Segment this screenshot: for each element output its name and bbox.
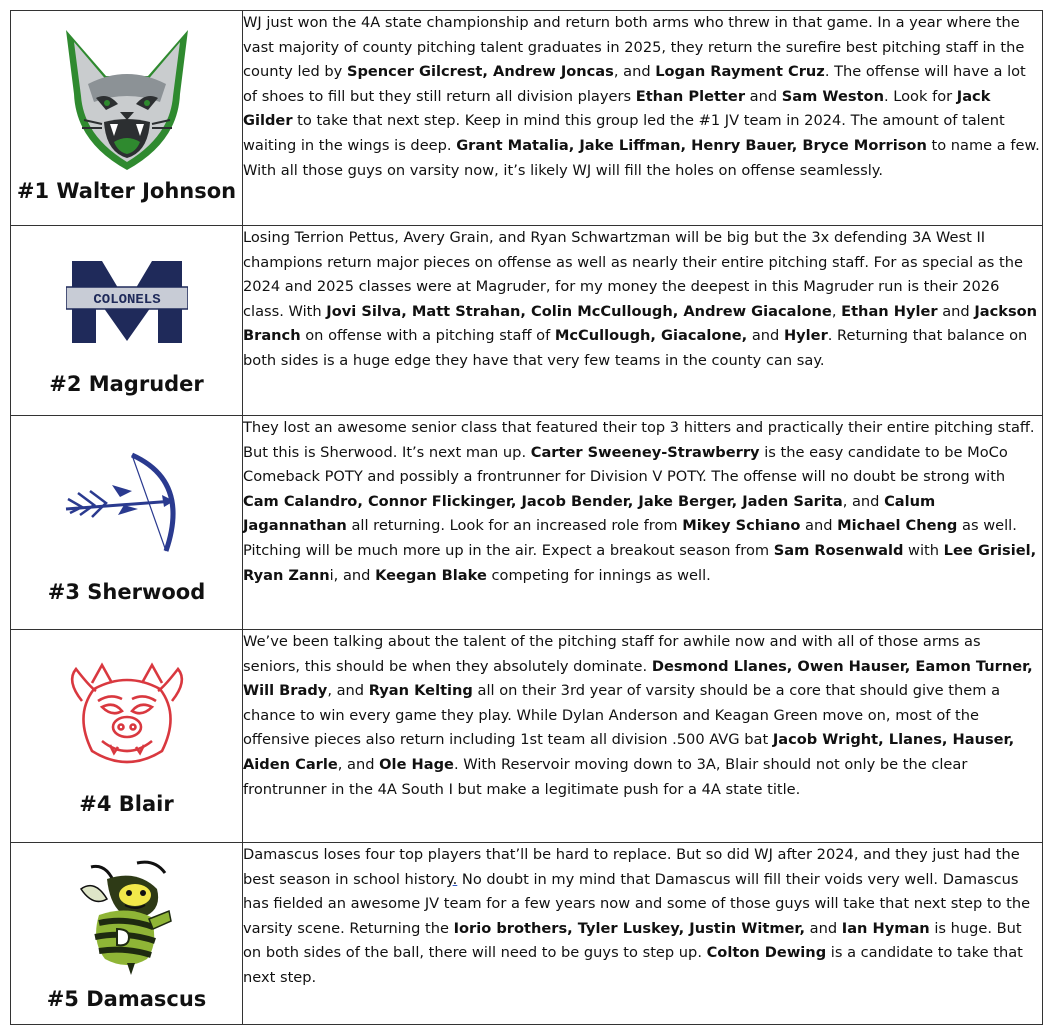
team-logo-cell — [11, 416, 243, 630]
player-name: Ian Hyman — [841, 919, 930, 937]
description-text: They lost an awesome senior class that featured their top 3 hitters and practically their entire pitching staff. But this is Sherwood. It’s next man up. — [243, 419, 1035, 461]
team-description — [243, 226, 1042, 374]
player-name: Ethan Hyler — [841, 302, 938, 320]
team-row — [11, 11, 1043, 226]
description-text: with — [903, 541, 944, 559]
description-text: . Look for — [883, 87, 957, 105]
team-description-cell — [243, 416, 1043, 630]
description-text: and — [745, 87, 782, 105]
player-name: Lee Grisiel, Ryan Zann — [243, 541, 1037, 584]
team-logo-cell — [11, 226, 243, 416]
description-text: and — [747, 327, 784, 345]
player-name: Ryan Kelting — [368, 682, 473, 700]
team-row — [11, 416, 1043, 630]
description-text: Losing Terrion Pettus, Avery Grain, and Ryan Schwartzman will be big but the 3x defending 3A West II champions return major pieces on offense as well as nearly their entire pitching staff. For as special as the 2024 and 2025 classes were at Magruder, for my money the deepest in this Magruder run is their 2026 class. With — [243, 229, 1023, 320]
player-name: Colton Dewing — [706, 944, 827, 962]
team-description-cell — [243, 843, 1043, 1025]
team-rank-label: #1 Walter Johnson — [16, 179, 237, 203]
team-logo-cell — [11, 843, 243, 1025]
team-rank-label: #2 Magruder — [49, 372, 204, 396]
description-text: We’ve been talking about the talent of the pitching staff for awhile now and with all of those arms as seniors, this should be when they absolutely dominate. — [243, 633, 981, 675]
description-text: , — [831, 302, 842, 320]
description-text: , and — [337, 755, 380, 773]
bow-and-arrow-logo-icon — [11, 416, 242, 580]
description-text: to name a few. With all those guys on varsity now, it’s likely WJ will fill the holes on offense seamlessly. — [243, 136, 1040, 179]
player-name: Ethan Pletter — [635, 87, 746, 105]
player-name: Grant Matalia, Jake Liffman, Henry Bauer, Bryce Morrison — [456, 136, 927, 154]
description-text: to take that next step. Keep in mind this group led the #1 JV team in 2024. The amount of talent waiting in the wings is deep. — [243, 112, 1005, 154]
description-text: on offense with a pitching staff of — [300, 327, 555, 345]
logo-text: COLONELS — [92, 292, 161, 308]
player-name: Sam Rosenwald — [773, 541, 904, 559]
player-name: Carter Sweeney-Strawberry — [530, 443, 760, 461]
description-text: as well. Pitching will be much more up in the air. Expect a breakout season from — [243, 517, 1017, 559]
team-description-cell — [243, 630, 1043, 843]
description-text: . The offense will have a lot of shoes to fill but they still return all division players — [243, 63, 1026, 105]
player-name: McCullough, Giacalone, — [554, 327, 748, 345]
player-name: Calum Jagannathan — [243, 492, 936, 535]
team-rank-label: #3 Sherwood — [47, 580, 206, 604]
description-text: all returning. Look for an increased role from — [346, 517, 683, 535]
player-name: Cam Calandro, Connor Flickinger, Jacob Bender, Jake Berger, Jaden Sarita — [243, 492, 843, 510]
colonels-m-logo-icon — [11, 226, 242, 372]
rankings-table — [10, 10, 1043, 1025]
description-text: , and — [842, 492, 885, 510]
player-name: Jack Gilder — [243, 87, 991, 130]
player-name: Jackson Branch — [243, 302, 1038, 345]
wildcat-logo-icon — [11, 11, 242, 179]
player-name: Spencer Gilcrest, Andrew Joncas — [346, 63, 614, 81]
team-description-cell — [243, 11, 1043, 226]
description-text: is a candidate to take that next step. — [243, 944, 1023, 986]
description-text: competing for innings as well. — [486, 566, 711, 584]
description-text: and — [937, 302, 975, 320]
team-description-cell — [243, 226, 1043, 416]
team-description — [243, 843, 1042, 991]
description-text: , and — [327, 682, 369, 700]
team-rank-label: #5 Damascus — [46, 987, 207, 1011]
description-text: No doubt in my mind that Damascus will fill their voids very well. Damascus has fielded an awesome JV team for a few years now and some of those guys will take that next step to the varsity scene. Returning the — [243, 870, 1031, 937]
player-name: Michael Cheng — [837, 517, 958, 535]
description-text: Damascus loses four top players that’ll be hard to replace. But so did WJ after 2024, and they just had the best season in school history — [243, 846, 1020, 888]
team-row — [11, 226, 1043, 416]
player-name: Mikey Schiano — [682, 517, 801, 535]
description-text: i, and — [329, 566, 376, 584]
description-text: WJ just won the 4A state championship and return both arms who threw in that game. In a year where the vast majority of county pitching talent graduates in 2025, they return the surefire best pitching staff in the county led by — [243, 14, 1025, 81]
team-row — [11, 843, 1043, 1025]
team-logo-cell — [11, 630, 243, 843]
blazer-devil-logo-icon — [11, 630, 242, 792]
description-text: all on their 3rd year of varsity should be a core that should give them a chance to win every game they play. While Dylan Anderson and Keagan Green move on, most of the offensive pieces also return including 1st team all division .500 AVG bat — [243, 682, 1001, 749]
player-name: Hyler — [783, 327, 828, 345]
team-description — [243, 630, 1042, 802]
description-text: , and — [613, 63, 656, 81]
underlined-text: . — [452, 870, 458, 888]
player-name: Jovi Silva, Matt Strahan, Colin McCullough, Andrew Giacalone — [326, 302, 832, 320]
player-name: Desmond Llanes, Owen Hauser, Eamon Turner, Will Brady — [243, 657, 1033, 700]
description-text: is the easy candidate to be MoCo Comeback POTY and possibly a frontrunner for Division V POTY. The offense will no doubt be strong with — [243, 443, 1008, 486]
team-logo-cell — [11, 11, 243, 226]
hornet-logo-icon — [11, 843, 242, 987]
description-text: and — [800, 517, 838, 535]
player-name: Ole Hage — [379, 755, 454, 773]
team-row — [11, 630, 1043, 843]
description-text: is huge. But on both sides of the ball, there will need to be guys to step up. — [243, 919, 1022, 962]
team-description — [243, 11, 1042, 183]
player-name: Jacob Wright, Llanes, Hauser, Aiden Carle — [243, 731, 1015, 773]
description-text: . Returning that balance on both sides is a huge edge they have that very few teams in the county can say. — [243, 327, 1028, 369]
player-name: Sam Weston — [781, 87, 884, 105]
team-description — [243, 416, 1042, 588]
description-text: and — [805, 919, 842, 937]
team-rank-label: #4 Blair — [79, 792, 174, 816]
player-name: Keegan Blake — [375, 566, 487, 584]
player-name: Iorio brothers, Tyler Luskey, Justin Witmer, — [453, 919, 806, 937]
player-name: Logan Rayment Cruz — [655, 63, 825, 81]
description-text: . With Reservoir moving down to 3A, Blair should not only be the clear frontrunner in the 4A South I but make a legitimate push for a 4A state title. — [243, 755, 968, 798]
